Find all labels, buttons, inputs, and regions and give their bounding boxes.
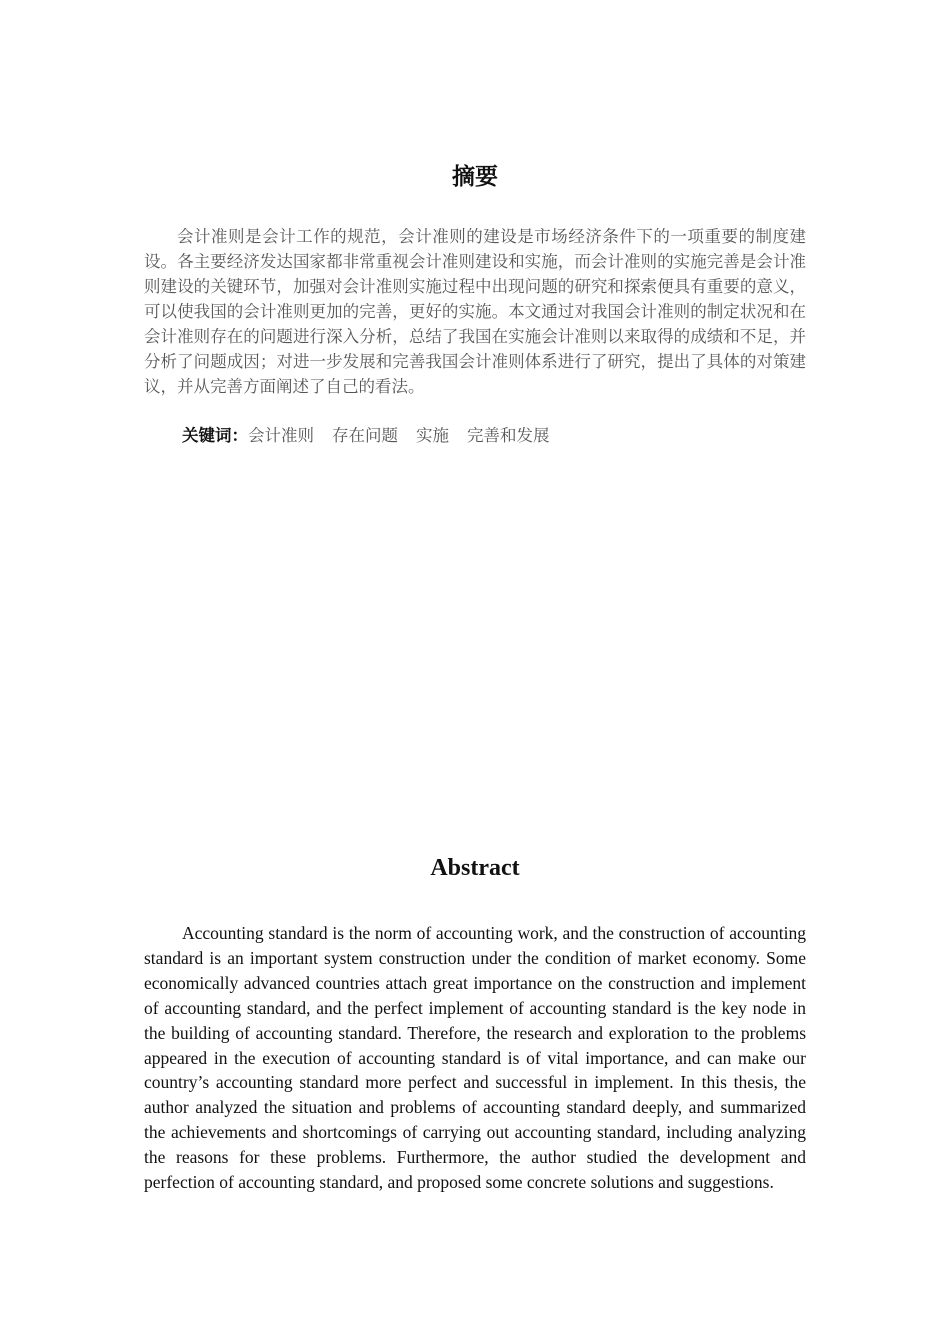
chinese-abstract-title: 摘要	[452, 164, 498, 190]
keyword-item: 完善和发展	[467, 426, 550, 445]
english-abstract-title: Abstract	[430, 855, 520, 881]
chinese-keywords-line	[182, 423, 802, 448]
keyword-item: 存在问题	[332, 426, 398, 445]
keyword-item: 会计准则	[248, 426, 314, 445]
keyword-item: 实施	[416, 426, 449, 445]
keywords-label: 关键词：	[182, 426, 248, 445]
english-abstract-body: Accounting standard is the norm of accounting work, and the construction of accounting standard is an important system construction under the condition of market economy. Some economically advanced countries attach great importance on the construction and implement of accounting standard, and the perfect implement of accounting standard is the key node in the building of accounting standard. Therefore, the research and exploration to the problems appeared in the execution of accounting standard is of vital importance, and can make our country’s accounting standard more perfect and successful in implement. In this thesis, the author analyzed the situation and problems of accounting standard deeply, and summarized the achievements and shortcomings of carrying out accounting standard, including analyzing the reasons for these problems. Furthermore, the author studied the development and perfection of accounting standard, and proposed some concrete solutions and suggestions.	[144, 923, 806, 1193]
chinese-abstract-body: 会计准则是会计工作的规范，会计准则的建设是市场经济条件下的一项重要的制度建设。各主要经济发达国家都非常重视会计准则建设和实施，而会计准则的实施完善是会计准则建设的关键环节，加强对会计准则实施过程中出现问题的研究和探索便具有重要的意义，可以使我国的会计准则更加的完善，更好的实施。本文通过对我国会计准则的制定状况和在会计准则存在的问题进行深入分析，总结了我国在实施会计准则以来取得的成绩和不足，并分析了问题成因；对进一步发展和完善我国会计准则体系进行了研究，提出了具体的对策建议，并从完善方面阐述了自己的看法。	[144, 227, 806, 396]
